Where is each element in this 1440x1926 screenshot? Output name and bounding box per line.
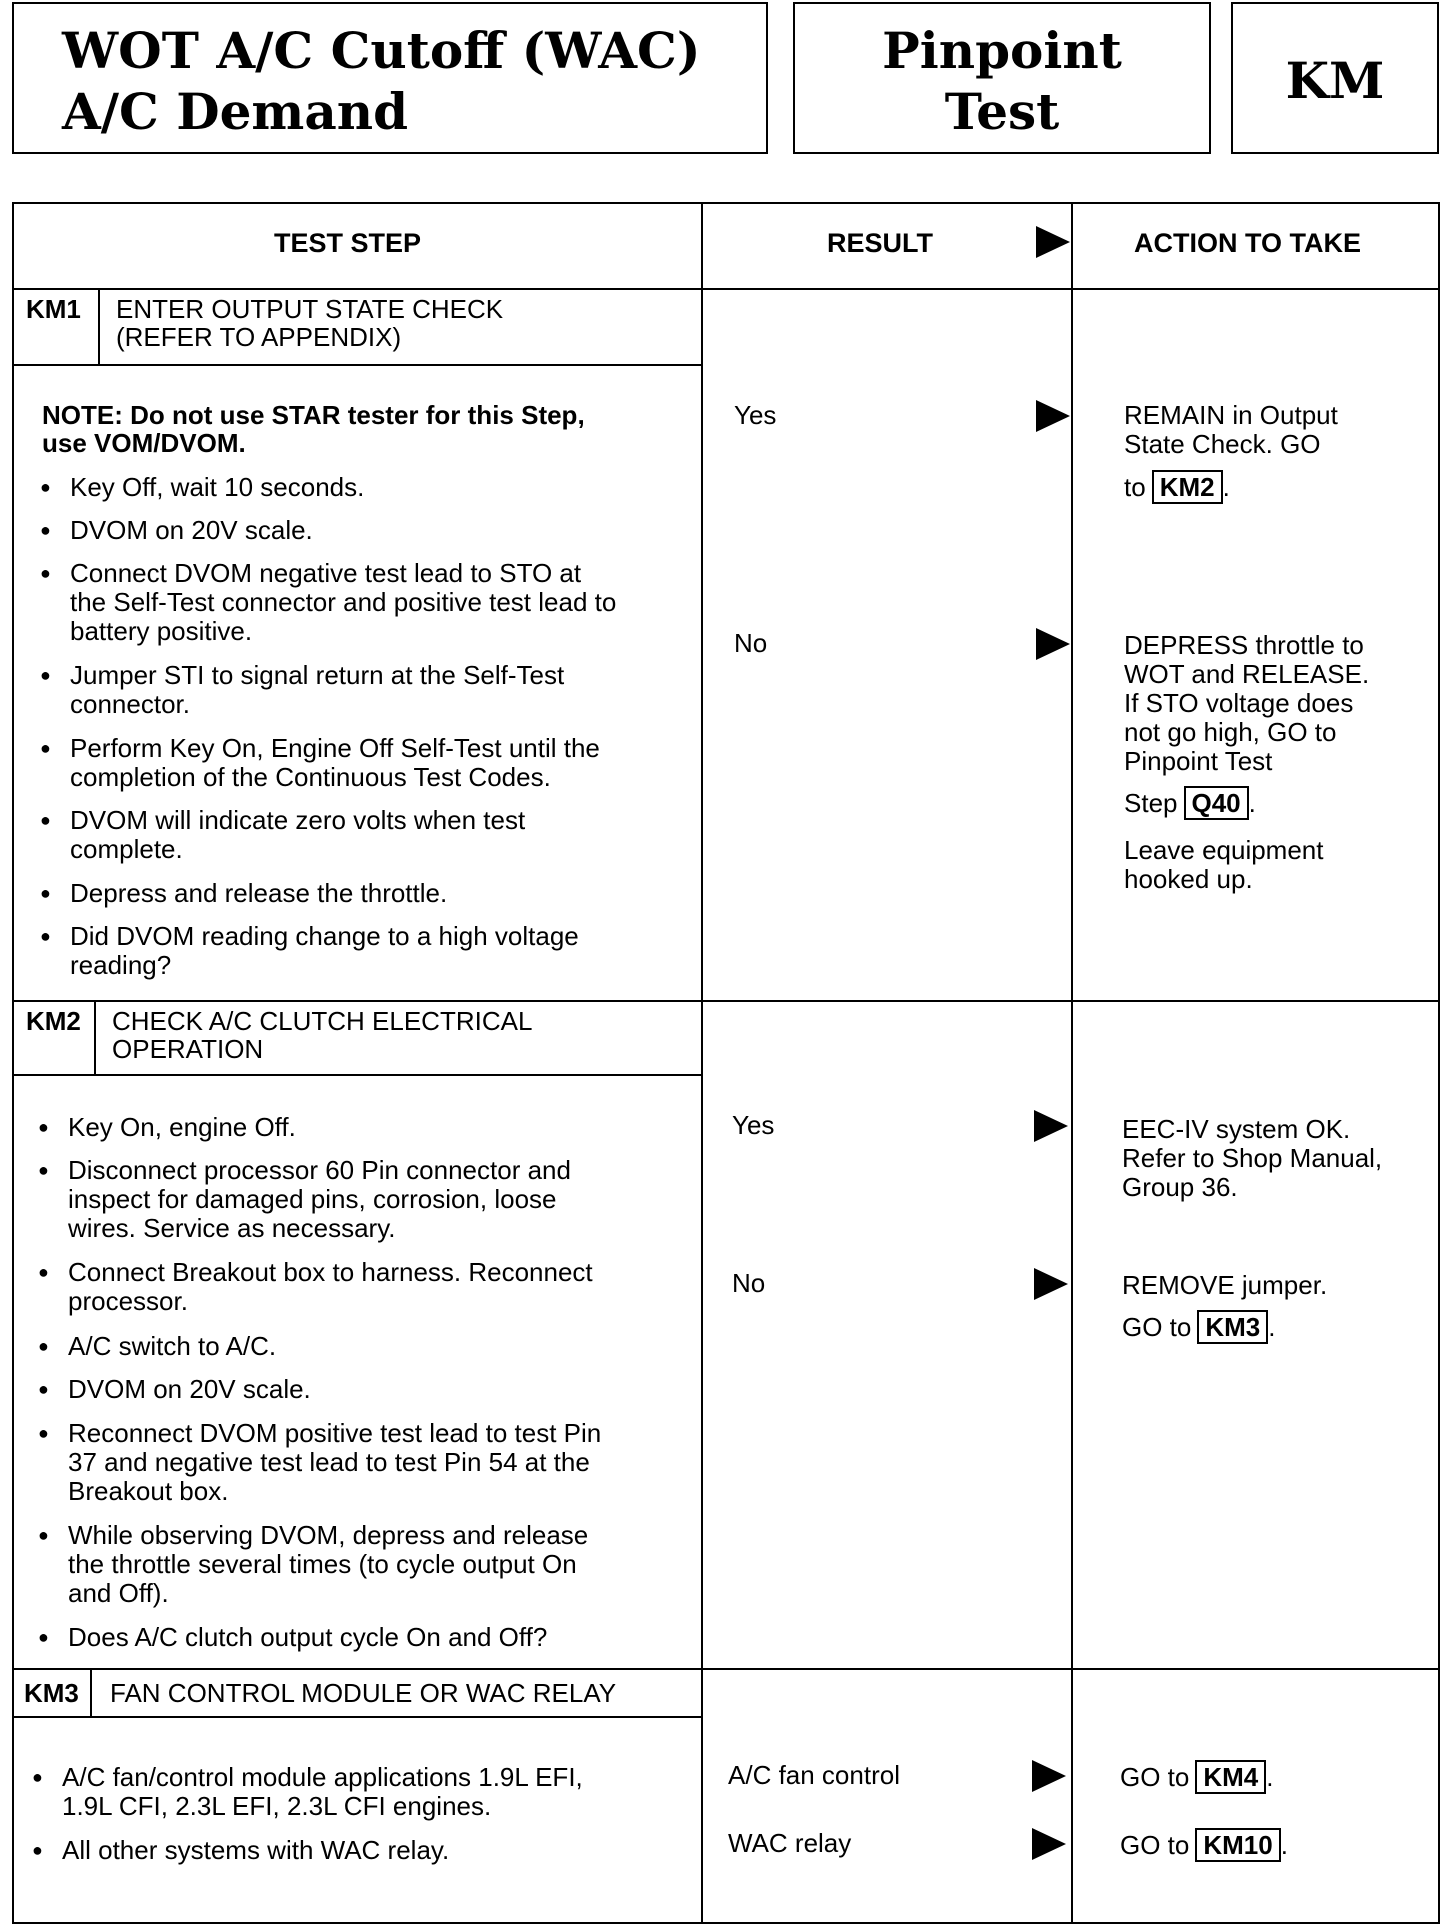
step-id-divider [90,1668,92,1718]
instruction-item: ● DVOM will indicate zero volts when test [70,805,525,835]
result-yes: Yes [732,1110,775,1140]
action-text: GO to KM4 . [1120,1762,1274,1792]
instruction-item: ● All other systems with WAC relay. [62,1835,449,1865]
instruction-item: ● Connect Breakout box to harness. Reconnect [68,1257,593,1287]
step-divider [14,1000,1438,1002]
step-reference: KM10 [1195,1828,1280,1862]
instruction-item: ● While observing DVOM, depress and release [68,1520,588,1550]
instruction-item: ● Connect DVOM negative test lead to STO at [70,558,581,588]
instruction-text: inspect for damaged pins, corrosion, loose [68,1184,557,1214]
test-code-box [1231,2,1439,154]
instruction-text: battery positive. [70,616,253,646]
action-text: not go high, GO to [1124,717,1337,747]
column-header-action: ACTION TO TAKE [1134,228,1361,258]
instruction-item: ● Depress and release the throttle. [70,878,447,908]
arrow-icon [1034,1268,1068,1300]
arrow-icon [1034,1110,1068,1142]
instruction-item: ● DVOM on 20V scale. [68,1374,311,1404]
instruction-text: connector. [70,689,190,719]
instruction-item: ● Key Off, wait 10 seconds. [70,472,364,502]
column-divider [701,204,703,1922]
instruction-text: processor. [68,1286,188,1316]
step-title: CHECK A/C CLUTCH ELECTRICAL [112,1006,533,1036]
step-reference: KM4 [1195,1760,1266,1794]
action-text: REMOVE jumper. [1122,1270,1328,1300]
instruction-item: ● Disconnect processor 60 Pin connector and [68,1155,571,1185]
action-text: Pinpoint Test [1124,746,1273,776]
step-id: KM3 [24,1678,79,1708]
result-no: No [732,1268,766,1298]
instruction-text: wires. Service as necessary. [68,1213,396,1243]
pinpoint-table [12,202,1440,1924]
result-no: No [734,628,768,658]
step-divider [14,1668,1438,1670]
instruction-item: ● A/C switch to A/C. [68,1331,276,1361]
action-text: State Check. GO [1124,429,1321,459]
step-id: KM1 [26,294,81,324]
pinpoint-test-label: Pinpoint Test [882,21,1122,141]
arrow-icon [1036,400,1070,432]
step-title: (REFER TO APPENDIX) [116,322,402,352]
arrow-icon [1036,628,1070,660]
instruction-item: ● Perform Key On, Engine Off Self-Test until the [70,733,600,763]
arrow-icon [1032,1760,1066,1792]
result-option: A/C fan control [728,1760,900,1790]
instruction-item: ● Jumper STI to signal return at the Self-Test [70,660,564,690]
step-title: ENTER OUTPUT STATE CHECK [116,294,504,324]
page-title: WOT A/C Cutoff (WAC) A/C Demand [62,21,701,141]
step-title-divider [14,364,701,366]
header-divider [14,288,1438,290]
title-box [12,2,768,154]
action-text: GO to KM10 . [1120,1830,1288,1860]
step-title: FAN CONTROL MODULE OR WAC RELAY [110,1678,617,1708]
instruction-text: 1.9L CFI, 2.3L EFI, 2.3L CFI engines. [62,1791,492,1821]
note-text: use VOM/DVOM. [42,428,246,458]
instruction-text: complete. [70,834,183,864]
result-option: WAC relay [728,1828,852,1858]
step-reference: KM3 [1197,1310,1268,1344]
step-title: OPERATION [112,1034,264,1064]
instruction-item: ● DVOM on 20V scale. [70,515,313,545]
step-reference: KM2 [1152,470,1223,504]
instruction-text: 37 and negative test lead to test Pin 54 at the [68,1447,590,1477]
column-divider [1071,204,1073,1922]
instruction-item: ● Reconnect DVOM positive test lead to test Pin [68,1418,601,1448]
step-id: KM2 [26,1006,81,1036]
step-title-divider [14,1716,701,1718]
instruction-item: ● A/C fan/control module applications 1.9L EFI, [62,1762,583,1792]
action-text: Step Q40 . [1124,788,1256,818]
instruction-text: reading? [70,950,172,980]
action-text: Group 36. [1122,1172,1238,1202]
test-code: KM [1285,51,1385,110]
action-text: WOT and RELEASE. [1124,659,1370,689]
note-text: NOTE: Do not use STAR tester for this Step, [42,400,585,430]
pinpoint-test-box [793,2,1211,154]
instruction-item: ● Does A/C clutch output cycle On and Off? [68,1622,547,1652]
action-text: EEC-IV system OK. [1122,1114,1351,1144]
instruction-text: completion of the Continuous Test Codes. [70,762,551,792]
column-header-result: RESULT [827,228,933,258]
instruction-item: ● Key On, engine Off. [68,1112,296,1142]
instruction-text: and Off). [68,1578,169,1608]
action-text: If STO voltage does [1124,688,1354,718]
step-id-divider [94,1000,96,1076]
step-id-divider [98,288,100,366]
action-text: to KM2 . [1124,472,1230,502]
action-text: DEPRESS throttle to [1124,630,1364,660]
instruction-item: ● Did DVOM reading change to a high voltage [70,921,579,951]
step-reference: Q40 [1184,786,1249,820]
action-text: Refer to Shop Manual, [1122,1143,1383,1173]
arrow-icon [1032,1828,1066,1860]
result-yes: Yes [734,400,777,430]
step-title-divider [14,1074,701,1076]
instruction-text: the Self-Test connector and positive test lead to [70,587,617,617]
arrow-icon [1036,226,1070,258]
column-header-test-step: TEST STEP [274,228,422,258]
action-text: REMAIN in Output [1124,400,1338,430]
action-text: GO to KM3 . [1122,1312,1276,1342]
instruction-text: the throttle several times (to cycle output On [68,1549,577,1579]
action-text: hooked up. [1124,864,1253,894]
instruction-text: Breakout box. [68,1476,229,1506]
action-text: Leave equipment [1124,835,1324,865]
